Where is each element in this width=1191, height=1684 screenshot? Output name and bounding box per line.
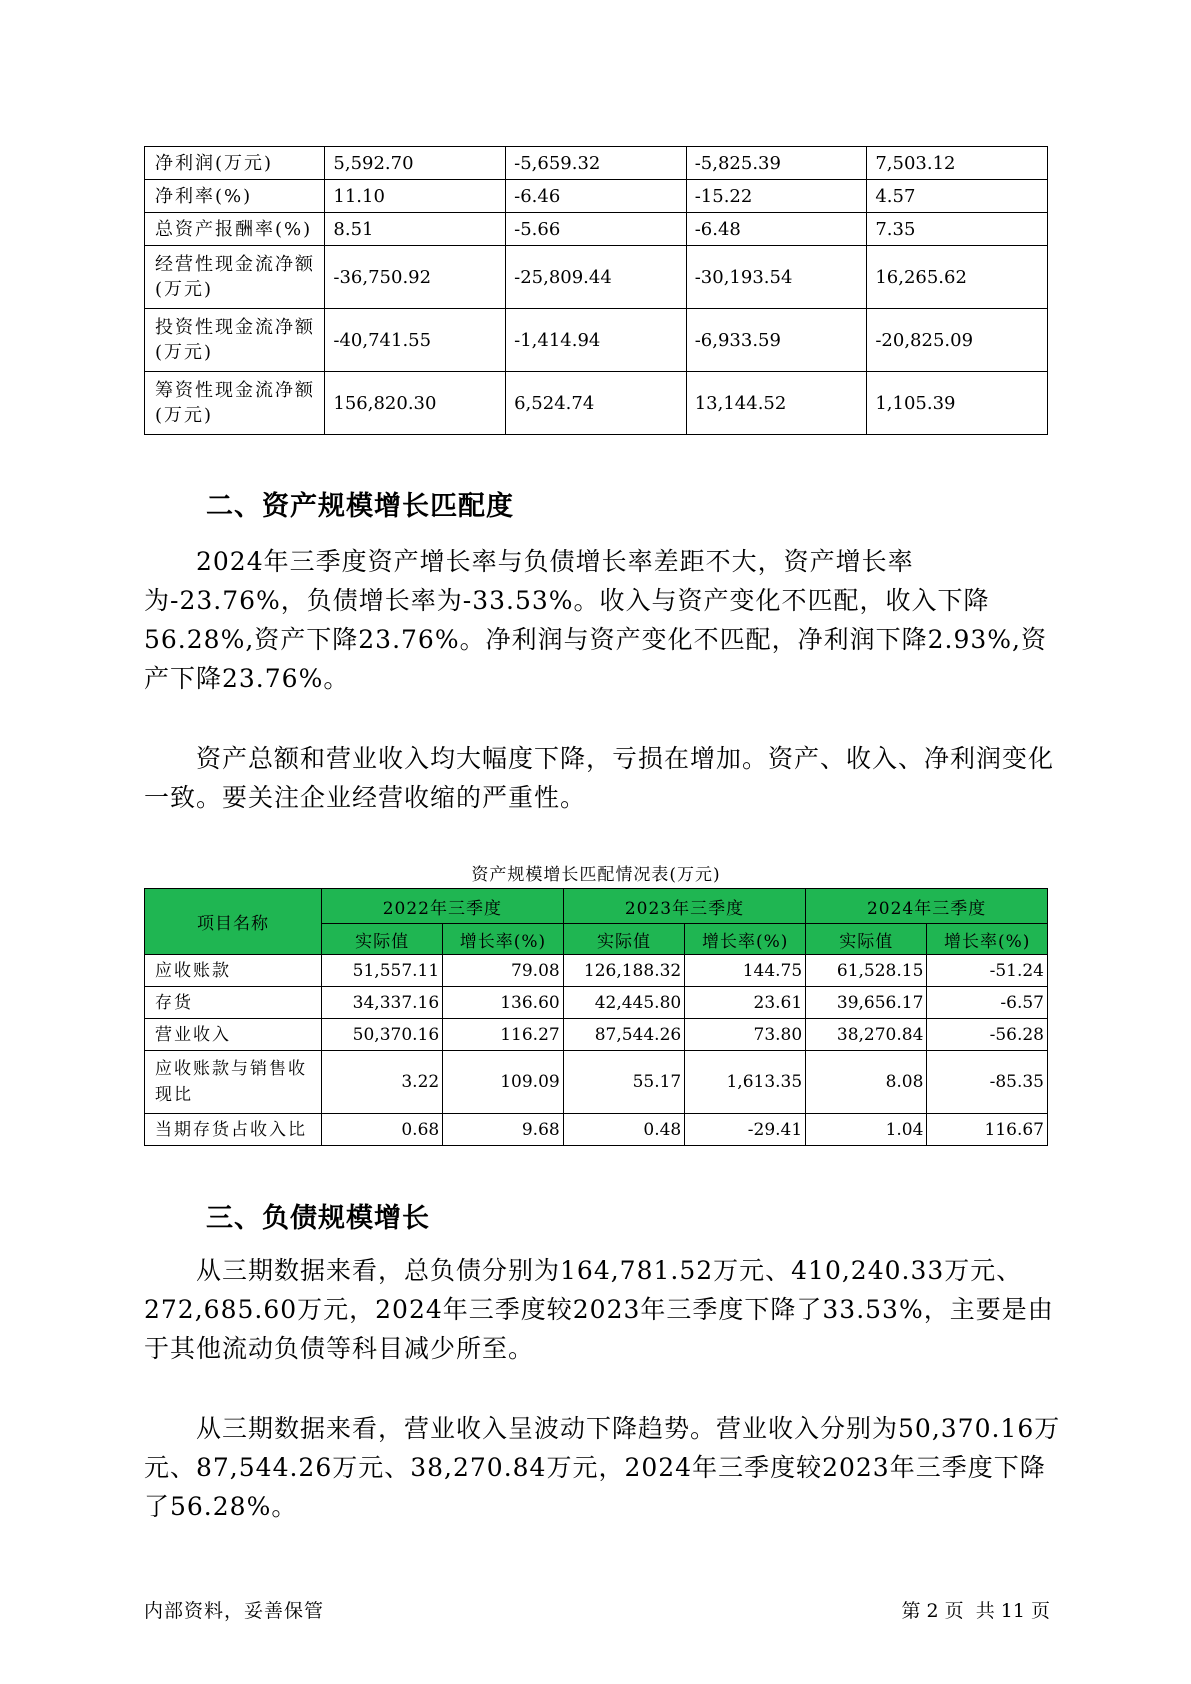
- table-cell: -40,741.55: [325, 309, 506, 372]
- paragraph-text: 从三期数据来看，总负债分别为164,781.52万元、410,240.33万元、272,685.60万元，2024年三季度较2023年三季度下降了33.53%，主要是由于其他流动负债等科目减少所至。: [144, 1256, 1054, 1363]
- table-cell: 9.68: [443, 1114, 564, 1146]
- row-label: 存货: [145, 987, 322, 1019]
- table-row: [145, 246, 1048, 309]
- table-cell: 61,528.15: [806, 955, 927, 987]
- table-cell: 87,544.26: [563, 1019, 685, 1051]
- paragraph: [144, 1251, 1064, 1368]
- table-row: [145, 147, 1048, 180]
- table-caption: 资产规模增长匹配情况表(万元): [471, 865, 721, 885]
- row-label: 应收账款: [145, 955, 322, 987]
- table-cell: 4.57: [867, 180, 1048, 213]
- table-cell: 34,337.16: [321, 987, 442, 1019]
- table-cell: -6.57: [927, 987, 1048, 1019]
- table-cell: -5,825.39: [686, 147, 867, 180]
- row-label: 净利率(%): [145, 180, 325, 213]
- footer-note: 内部资料，妥善保管: [144, 1600, 325, 1622]
- row-label: 营业收入: [145, 1019, 322, 1051]
- table-cell: 73.80: [685, 1019, 806, 1051]
- row-label: 经营性现金流净额(万元): [145, 246, 325, 309]
- table-cell: 6,524.74: [506, 372, 687, 435]
- table-row: [145, 1019, 1048, 1051]
- table-cell: -20,825.09: [867, 309, 1048, 372]
- table-cell: 144.75: [685, 955, 806, 987]
- section-heading: 二、资产规模增长匹配度: [206, 491, 514, 522]
- table-row: [145, 180, 1048, 213]
- table-cell: -5,659.32: [506, 147, 687, 180]
- table-row: [145, 955, 1048, 987]
- table-row: [145, 309, 1048, 372]
- row-label: 总资产报酬率(%): [145, 213, 325, 246]
- paragraph-text: 2024年三季度资产增长率与负债增长率差距不大，资产增长率为-23.76%，负债增长率为-33.53%。收入与资产变化不匹配，收入下降56.28%,资产下降23.76%。净利润与资产变化不匹配，净利润下降2.93%,资产下降23.76%。: [144, 547, 1047, 693]
- table-cell: 3.22: [321, 1051, 442, 1114]
- header-period: 2023年三季度: [563, 889, 805, 924]
- table-cell: 116.67: [927, 1114, 1048, 1146]
- section-heading: 三、负债规模增长: [206, 1203, 430, 1234]
- table-cell: 55.17: [563, 1051, 685, 1114]
- table-cell: 16,265.62: [867, 246, 1048, 309]
- table-cell: 1,105.39: [867, 372, 1048, 435]
- table-cell: -29.41: [685, 1114, 806, 1146]
- table-cell: -6.46: [506, 180, 687, 213]
- header-actual: 实际值: [321, 924, 442, 955]
- header-period: 2022年三季度: [321, 889, 563, 924]
- table-cell: 7.35: [867, 213, 1048, 246]
- asset-growth-match-table: [144, 888, 1048, 1146]
- table-cell: -6,933.59: [686, 309, 867, 372]
- table-cell: -36,750.92: [325, 246, 506, 309]
- table-cell: 126,188.32: [563, 955, 685, 987]
- table-cell: 23.61: [685, 987, 806, 1019]
- header-actual: 实际值: [563, 924, 685, 955]
- table-cell: 109.09: [443, 1051, 564, 1114]
- table-cell: 136.60: [443, 987, 564, 1019]
- table-cell: -30,193.54: [686, 246, 867, 309]
- table-row: [145, 1114, 1048, 1146]
- table-cell: 116.27: [443, 1019, 564, 1051]
- table-cell: -51.24: [927, 955, 1048, 987]
- row-label: 筹资性现金流净额(万元): [145, 372, 325, 435]
- paragraph: [144, 739, 1064, 817]
- paragraph-text: 资产总额和营业收入均大幅度下降，亏损在增加。资产、收入、净利润变化一致。要关注企业经营收缩的严重性。: [144, 744, 1055, 812]
- page-number: 第 2 页 共 11 页: [901, 1600, 1050, 1622]
- row-label: 当期存货占收入比: [145, 1114, 322, 1146]
- header-growth: 增长率(%): [685, 924, 806, 955]
- table-row: [145, 372, 1048, 435]
- table-row: [145, 987, 1048, 1019]
- header-period: 2024年三季度: [806, 889, 1048, 924]
- table-cell: 51,557.11: [321, 955, 442, 987]
- table-cell: -85.35: [927, 1051, 1048, 1114]
- table-header-row: [145, 889, 1048, 924]
- header-growth: 增长率(%): [927, 924, 1048, 955]
- row-label: 投资性现金流净额(万元): [145, 309, 325, 372]
- table-cell: 1,613.35: [685, 1051, 806, 1114]
- table-cell: -5.66: [506, 213, 687, 246]
- paragraph-text: 从三期数据来看，营业收入呈波动下降趋势。营业收入分别为50,370.16万元、87,544.26万元、38,270.84万元，2024年三季度较2023年三季度下降了56.28%。: [144, 1414, 1061, 1521]
- table-cell: 1.04: [806, 1114, 927, 1146]
- financial-indicators-table: [144, 146, 1048, 435]
- table-cell: 11.10: [325, 180, 506, 213]
- table-cell: 13,144.52: [686, 372, 867, 435]
- table-cell: 8.51: [325, 213, 506, 246]
- paragraph: [144, 1409, 1064, 1526]
- header-growth: 增长率(%): [443, 924, 564, 955]
- table-cell: 42,445.80: [563, 987, 685, 1019]
- table-cell: -1,414.94: [506, 309, 687, 372]
- table-row: [145, 213, 1048, 246]
- table-cell: 7,503.12: [867, 147, 1048, 180]
- table-cell: 156,820.30: [325, 372, 506, 435]
- table-cell: 79.08: [443, 955, 564, 987]
- table-row: [145, 1051, 1048, 1114]
- header-item-name: 项目名称: [145, 889, 322, 955]
- table-cell: 0.48: [563, 1114, 685, 1146]
- table-cell: 38,270.84: [806, 1019, 927, 1051]
- table-cell: 0.68: [321, 1114, 442, 1146]
- table-cell: 50,370.16: [321, 1019, 442, 1051]
- table-cell: 39,656.17: [806, 987, 927, 1019]
- table-cell: -15.22: [686, 180, 867, 213]
- paragraph: [144, 542, 1064, 698]
- table-cell: -6.48: [686, 213, 867, 246]
- table-cell: 5,592.70: [325, 147, 506, 180]
- header-actual: 实际值: [806, 924, 927, 955]
- table-cell: -56.28: [927, 1019, 1048, 1051]
- table-cell: 8.08: [806, 1051, 927, 1114]
- row-label: 应收账款与销售收现比: [145, 1051, 322, 1114]
- row-label: 净利润(万元): [145, 147, 325, 180]
- table-cell: -25,809.44: [506, 246, 687, 309]
